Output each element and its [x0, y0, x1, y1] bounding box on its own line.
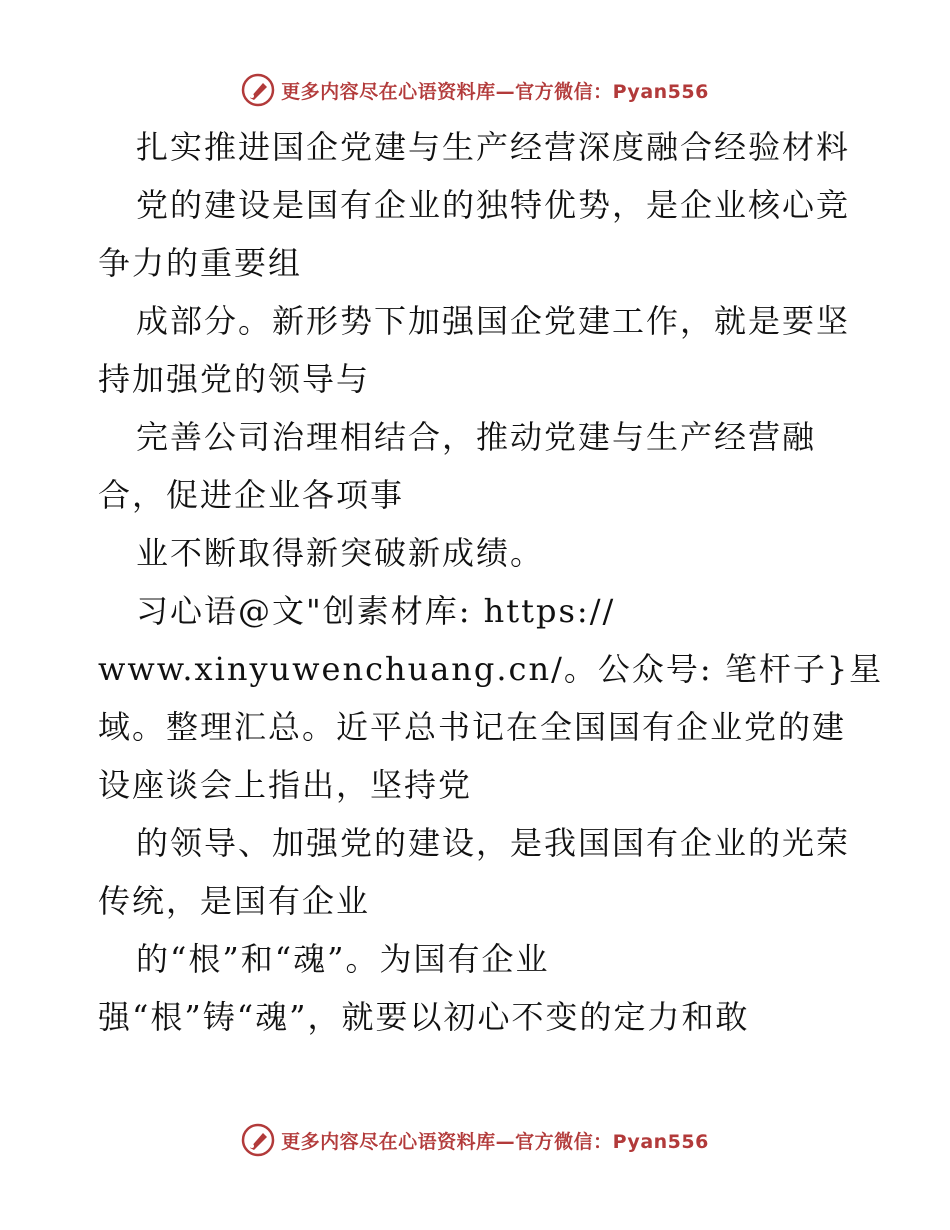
header-banner	[0, 70, 950, 110]
paragraph-line: 党的建设是国有企业的独特优势，是企业核心竞	[136, 186, 851, 224]
paragraph-line: 成部分。新形势下加强国企党建工作，就是要坚	[136, 302, 851, 340]
paragraph-line: 业不断取得新突破新成绩。	[136, 534, 545, 572]
document-title: 扎实推进国企党建与生产经营深度融合经验材料	[136, 128, 851, 166]
paragraph-line: www.xinyuwenchuang.cn/。公众号: 笔杆子}星	[98, 650, 884, 688]
paragraph-line: 完善公司治理相结合，推动党建与生产经营融	[136, 418, 817, 456]
paragraph-line: 合，促进企业各项事	[98, 476, 405, 514]
paragraph-line: 的“根”和“魂”。为国有企业	[136, 940, 550, 978]
footer-banner	[0, 1120, 950, 1160]
pen-nib-logo-icon	[241, 1123, 275, 1157]
paragraph-line: 域。整理汇总。近平总书记在全国国有企业党的建	[98, 708, 847, 746]
footer-banner-text: 更多内容尽在心语资料库—官方微信：Pyan556	[281, 1130, 709, 1153]
paragraph-line: 设座谈会上指出，坚持党	[98, 766, 473, 804]
header-banner-text: 更多内容尽在心语资料库—官方微信：Pyan556	[281, 80, 709, 103]
paragraph-line: 传统，是国有企业	[98, 882, 371, 920]
paragraph-line: 强“根”铸“魂”，就要以初心不变的定力和敢	[98, 998, 750, 1036]
paragraph-line: 的领导、加强党的建设，是我国国有企业的光荣	[136, 824, 851, 862]
paragraph-line: 持加强党的领导与	[98, 360, 371, 398]
paragraph-line: 习心语@文"创素材库: https://	[136, 592, 616, 630]
paragraph-line: 争力的重要组	[98, 244, 303, 282]
document-body	[98, 118, 884, 1046]
pen-nib-logo-icon	[241, 73, 275, 107]
